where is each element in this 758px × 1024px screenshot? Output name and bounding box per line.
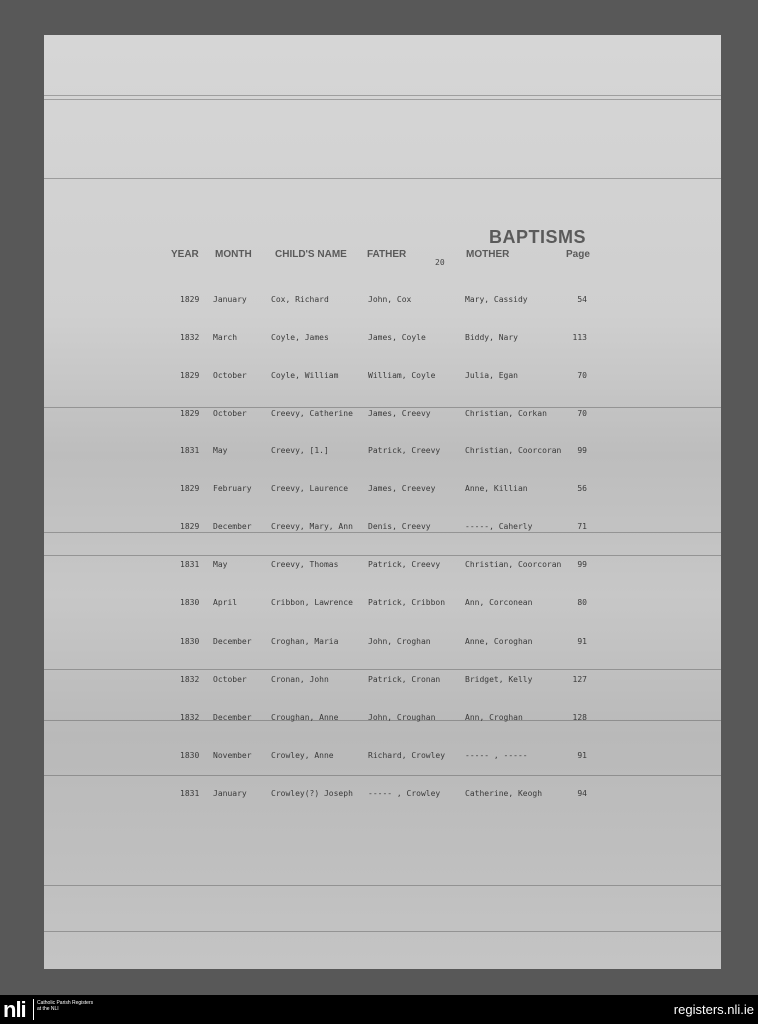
record-page: 56 — [577, 484, 587, 493]
scan-line — [44, 178, 721, 179]
record-father: ----- , Crowley — [368, 789, 441, 798]
record-year: 1829 — [180, 295, 200, 304]
record-page: 94 — [577, 789, 587, 798]
table-row — [44, 522, 721, 552]
record-year: 1830 — [180, 751, 200, 760]
record-month: May — [213, 446, 228, 455]
record-month: January — [213, 789, 247, 798]
column-header-page: Page — [566, 249, 590, 260]
logo-divider — [33, 999, 34, 1020]
table-row — [44, 295, 721, 325]
table-row — [44, 560, 721, 590]
table-row — [44, 484, 721, 514]
record-child-name: Creevy, Laurence — [271, 484, 349, 493]
record-father: Patrick, Creevy — [368, 560, 441, 569]
column-header-child-name: CHILD'S NAME — [275, 249, 347, 260]
record-page: 99 — [577, 560, 587, 569]
record-page: 70 — [577, 409, 587, 418]
record-year: 1829 — [180, 522, 200, 531]
column-header-year: YEAR — [171, 249, 199, 260]
record-year: 1831 — [180, 446, 200, 455]
record-mother: Christian, Coorcoran — [465, 446, 562, 455]
record-father: Patrick, Cronan — [368, 675, 441, 684]
record-father: John, Croughan — [368, 713, 436, 722]
record-mother: Biddy, Nary — [465, 333, 518, 342]
record-father: James, Coyle — [368, 333, 426, 342]
record-month: January — [213, 295, 247, 304]
record-mother: Anne, Coroghan — [465, 637, 533, 646]
record-mother: Christian, Coorcoran — [465, 560, 562, 569]
record-child-name: Croughan, Anne — [271, 713, 339, 722]
record-page: 128 — [572, 713, 587, 722]
record-child-name: Crowley, Anne — [271, 751, 334, 760]
record-father: James, Creevy — [368, 409, 431, 418]
record-month: December — [213, 522, 252, 531]
record-year: 1829 — [180, 409, 200, 418]
record-month: December — [213, 637, 252, 646]
scan-line — [44, 931, 721, 932]
table-row — [44, 675, 721, 705]
record-mother: Christian, Corkan — [465, 409, 547, 418]
table-row — [44, 446, 721, 476]
scan-line — [44, 555, 721, 556]
record-month: May — [213, 560, 228, 569]
scan-line — [44, 95, 721, 96]
nli-logo[interactable]: nli — [3, 997, 26, 1022]
table-row — [44, 751, 721, 781]
record-page: 99 — [577, 446, 587, 455]
record-month: October — [213, 675, 247, 684]
record-mother: -----, Caherly — [465, 522, 533, 531]
record-mother: Mary, Cassidy — [465, 295, 528, 304]
column-header-month: MONTH — [215, 249, 252, 260]
record-child-name: Croghan, Maria — [271, 637, 339, 646]
table-row — [44, 637, 721, 667]
record-year: 1829 — [180, 484, 200, 493]
column-header-father: FATHER — [367, 249, 407, 260]
record-child-name: Coyle, James — [271, 333, 329, 342]
record-father: Patrick, Cribbon — [368, 598, 446, 607]
record-father: John, Croghan — [368, 637, 431, 646]
page-number: 20 — [435, 258, 445, 267]
record-page: 91 — [577, 637, 587, 646]
record-month: March — [213, 333, 238, 342]
record-father: Denis, Creevy — [368, 522, 431, 531]
table-row — [44, 789, 721, 819]
record-father: James, Creevey — [368, 484, 436, 493]
table-row — [44, 598, 721, 628]
scan-line — [44, 885, 721, 886]
record-page: 70 — [577, 371, 587, 380]
record-page: 54 — [577, 295, 587, 304]
scan-line — [44, 407, 721, 408]
record-year: 1829 — [180, 371, 200, 380]
record-mother: Anne, Killian — [465, 484, 528, 493]
record-year: 1831 — [180, 789, 200, 798]
table-row — [44, 333, 721, 363]
record-year: 1830 — [180, 598, 200, 607]
record-child-name: Cox, Richard — [271, 295, 329, 304]
table-row — [44, 409, 721, 439]
record-child-name: Crowley(?) Joseph — [271, 789, 353, 798]
record-child-name: Coyle, William — [271, 371, 339, 380]
record-year: 1831 — [180, 560, 200, 569]
record-child-name: Creevy, Catherine — [271, 409, 353, 418]
record-page: 91 — [577, 751, 587, 760]
record-page: 127 — [572, 675, 587, 684]
record-month: February — [213, 484, 252, 493]
record-mother: Catherine, Keogh — [465, 789, 543, 798]
site-link[interactable]: registers.nli.ie — [673, 1002, 754, 1017]
record-father: John, Cox — [368, 295, 412, 304]
record-month: October — [213, 409, 247, 418]
record-father: Patrick, Creevy — [368, 446, 441, 455]
record-mother: ----- , ----- — [465, 751, 528, 760]
record-year: 1832 — [180, 713, 200, 722]
register-heading: BAPTISMS — [489, 227, 587, 247]
record-month: November — [213, 751, 252, 760]
record-month: October — [213, 371, 247, 380]
record-mother: Ann, Croghan — [465, 713, 523, 722]
record-child-name: Creevy, Mary, Ann — [271, 522, 353, 531]
record-child-name: Creevy, Thomas — [271, 560, 339, 569]
logo-caption: Catholic Parish Registers at the NLI — [37, 1000, 94, 1012]
footer-bar — [0, 995, 758, 1024]
record-page: 71 — [577, 522, 587, 531]
record-page: 80 — [577, 598, 587, 607]
record-page: 113 — [572, 333, 587, 342]
record-child-name: Creevy, [1.] — [271, 446, 329, 455]
record-mother: Julia, Egan — [465, 371, 518, 380]
register-page — [44, 35, 721, 969]
table-row — [44, 371, 721, 401]
record-year: 1830 — [180, 637, 200, 646]
record-child-name: Cribbon, Lawrence — [271, 598, 353, 607]
table-row — [44, 713, 721, 743]
record-year: 1832 — [180, 333, 200, 342]
record-child-name: Cronan, John — [271, 675, 329, 684]
record-mother: Ann, Corconean — [465, 598, 533, 607]
record-month: April — [213, 598, 238, 607]
scan-line — [44, 99, 721, 100]
scan-line — [44, 669, 721, 670]
record-year: 1832 — [180, 675, 200, 684]
record-mother: Bridget, Kelly — [465, 675, 533, 684]
column-header-mother: MOTHER — [466, 249, 510, 260]
record-father: William, Coyle — [368, 371, 436, 380]
record-month: December — [213, 713, 252, 722]
record-father: Richard, Crowley — [368, 751, 446, 760]
